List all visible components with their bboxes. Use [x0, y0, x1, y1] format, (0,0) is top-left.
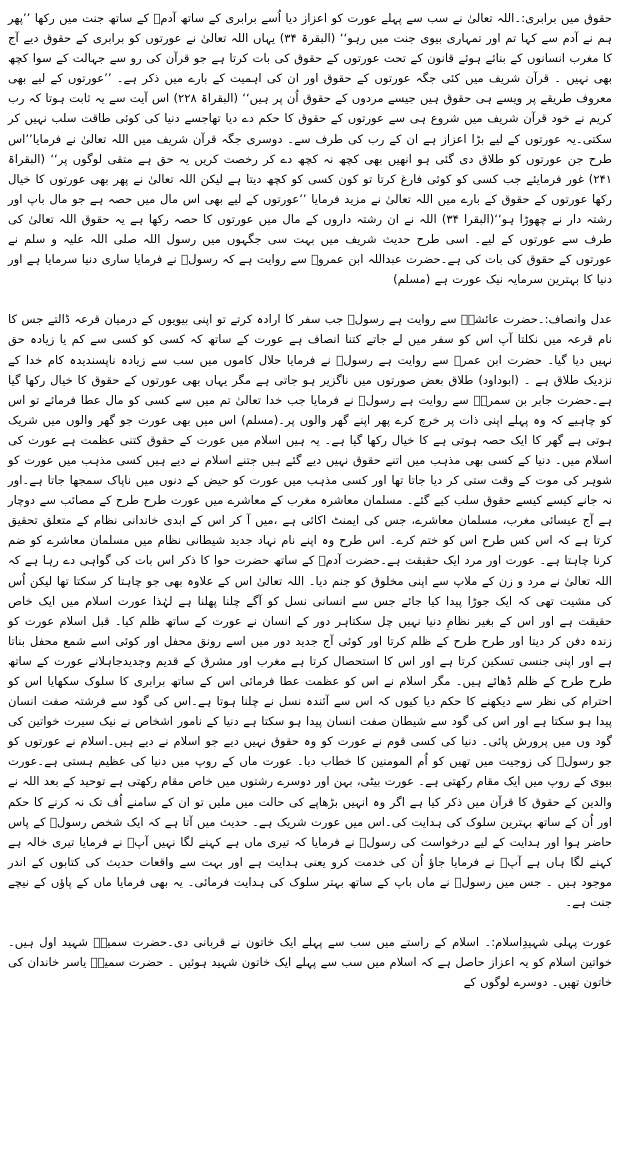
- paragraph-spacer: [8, 912, 612, 932]
- paragraph-justice: عدل وانصاف:۔حضرت عائشہؓ سے روایت ہے رسولؐ جب سفر کا ارادہ کرتے تو اپنی بیویوں کے درمیان قرعہ ڈالتے جس کا نام قرعہ میں نکلتا آپ اس کو سفر میں لے جاتے کتنا انصاف ہے عورت کے ساتھ کہ کسی کو کسی سے کم یا زیادہ حق نہیں دیا گیا۔ حضرت ابن عمرؓ سے روایت ہے رسولؐ نے فرمایا حلال کاموں میں سب سے زیادہ ناپسندیدہ کام خدا کے نزدیک طلاق ہے ۔ (ابوداود) طلاق بعض صورتوں میں ناگزیر ہو جاتی ہے مگر یہاں بھی عورتوں کے حقوق کا خیال رکھا گیا ہے۔حضرت جابر بن سمرہؓ سے روایت ہے رسولؐ نے فرمایا جب خدا تعالیٰ تم میں سے کسی کو مال عطا فرمائے تو اس کو چاہیے کہ وہ پہلے اپنی ذات پر خرچ کرے پھر اپنے گھر والوں پر۔(مسلم) اس میں بھی عورت جو گھر والوں میں شریک ہوتی ہے گھر کا ایک حصہ ہوتی ہے کا خیال رکھا گیا ہے۔ یہ ہیں اسلام میں عورت کے حقوق کتنی عظمت ہے عورت کی اسلام میں۔ دنیا کے کسی بھی مذہب میں اتنے حقوق نہیں دیے گئے ہیں جتنے اسلام نے دیے ہیں کسی مذہب میں عورت کو شوہر کی موت کے وقت ستی کر دیا جاتا تھا اور کسی مذہب میں عورت کو حیض کے دنوں میں ناپاک سمجھا جاتا ہے۔اور نہ جانے کیسے کیسے حقوق سلب کیے گئے۔ مسلمان معاشرہ مغرب کے معاشرے میں عورت طرح طرح کے مصائب سے دوچار ہے آج عیسائی مغرب، مسلمان معاشرے، جس کی ایمنٹ اکائی ہے ،میں آ کر اس کے ابدی خاندانی نظام کے متعلق تحقیق کرتا ہے کہ اس کس طرح اس کو ختم کرے۔ اس طرح وہ اپنے نام نہاد جدید شیطانی نظام میں مسلمان معاشرے کو ضم کرنا چاہتا ہے۔ عورت اور مرد ایک حقیقت ہے۔حضرت آدمؑ کے ساتھ حضرت حوا کا ذکر اس بات کی گواہی دے رہا ہے کہ اللہ تعالیٰ نے مرد و زن کے ملاپ سے اپنی مخلوق کو جنم دیا۔ اللہ تعالیٰ اس کے علاوہ بھی جو چاہتا کر سکتا تھا لیکن اُس کی مشیت تھی کہ ایک جوڑا پیدا کیا جائے جس سے انسانی نسل کو آگے چلنا پھلنا ہے لہٰذا عورت اسلام میں ایک خاص حقیقت ہے اور اس کے بغیر نظامِ دنیا نہیں چل سکتاہر دور کے انسان نے عورت کے ساتھ ظلم کیا۔ قبل اسلام عورت کو زندہ دفن کر دیتا اور طرح طرح کے ظلم کرتا اور کوئی آج جدید دور میں اسے رونق محفل اور کوئی اسے شمع محفل بناتا ہے اور اپنی جنسی تسکین کرتا ہے اور اس کا استحصال کرتا ہے مغرب اور مشرق کے قدیم وجدیدجاہلانے عورت کے ساتھ طرح طرح کے ظلم ڈھائے ہیں۔ مگر اسلام نے اس کو عظمت عطا فرمائی اس کے ساتھ برابری کا سلوک سکھایا اس کو احترام کی نظر سے دیکھنے کا حکم دیا کیوں کہ اس سے آئندہ نسل نے چلنا ہوتا ہے۔اس کی گود سے فرشتہ صفت انسان پیدا ہو سکتا ہے اور اس کی گود سے شیطان صفت انسان پیدا ہو سکتا ہے دنیا کے نامور اشخاص نے نیک سیرت خواتین کی گود وں میں پرورش پائی۔ دنیا کی کسی قوم نے عورت کو وہ حقوق نہیں دیے جو اسلام نے دیے ہیں۔اسلام نے عورتوں کو جو رسولؐ کی زوجیت میں تھیں کو اُم المومنین کا خطاب دیا۔ عورت ماں کے روپ میں دنیا کی عظیم ہستی ہے۔عورت بیوی کے روپ میں ایک مقام رکھتی ہے۔ عورت بیٹی، بہن اور دوسرے رشتوں میں خاص مقام رکھتی ہے توحید کے بعد اللہ نے والدین کے حقوق کا قرآن میں ذکر کیا ہے اگر وہ انہیں بڑھاپے کی حالت میں ملیں تو ان کے سامنے اُف تک نہ کرنے کا حکم اور اُن کے ساتھ بہترین سلوک کی ہدایت کی۔اس میں عورت شریک ہے۔ حدیث میں آتا ہے کہ ایک شخص رسولؐ کے پاس حاضر ہوا اور ہدایت کے لیے درخواست کی رسولؐ نے فرمایا کہ تیری ماں ہے کہنے لگا نہیں آپؐ نے فرمایا تیری خالہ ہے کہنے لگا ہاں ہے آپؐ نے فرمایا جاؤ اُن کی خدمت کرو یعنی ہدایت ہے اور بہت سے واقعات حدیث کی کتابوں کے اندر موجود ہیں ۔ جس میں رسولؐ نے ماں باپ کے ساتھ بہتر سلوک کی ہدایت فرمائی۔ یہ بھی فرمایا ماں کے پاؤں کے نیچے جنت ہے۔: [8, 312, 612, 910]
- paragraph-equal-rights: حقوق میں برابری:۔اللہ تعالیٰ نے سب سے پہلے عورت کو اعزاز دیا اُسے برابری کے ساتھ آدمؑ کے ساتھ جنت میں رکھا ’’پھر ہم نے آدم سے کہا تم اور تمہاری بیوی جنت میں رہو‘‘ (البقرۃ ۳۴) یہاں اللہ تعالیٰ نے عورتوں کو برابری کے حقوق دیے آج کا مغرب انسانوں کے بنائے ہوئے قانون کے تحت عورتوں کے حقوق کی بات کرتا ہے جو قرآن کی رو سے جہالت کے سوا کچھ بھی نہیں ۔ قرآن شریف میں کئی جگہ عورتوں کے حقوق اور ان کی اہمیت کے بارے میں ذکر ہے۔ ’’عورتوں کے لیے بھی معروف طریقے پر ویسے ہی حقوق ہیں جیسے مردوں کے حقوق اُن پر ہیں‘‘ (البقراۃ ۲۲۸) اس آیت سے یہ ثابت ہوتا کہ رب کریم نے خود قرآن شریف میں شروع ہی سے عورتوں کے حقوق کا حکم دے دیا تھاجسے دنیا کی کوئی طاقت سلب نہیں کر سکتی۔یہ عورتوں کے لیے بڑا اعزاز ہے ان کے رب کی طرف سے۔ دوسری جگہ قرآن شریف میں اللہ تعالیٰ نے فرمایا’’اس طرح جن عورتوں کو طلاق دی گئی ہو انھیں بھی کچھ نہ کچھ دے کر رخصت کریں یہ حق ہے متقی لوگوں پر‘‘ (البقراۃ ۲۴۱) غور فرمایئے جب کسی کو کوئی فارغ کرتا تو کون کسی کو کچھ دیتا ہے لیکن اللہ تعالیٰ نے پھر بھی عورتوں کا خیال رکھا عورتوں کے حقوق کے بارے میں اللہ تعالیٰ نے مزید فرمایا ’’عورتوں کے لیے بھی اس مال میں حصہ ہے جو مال باپ اور رشتہ دار نے چھوڑا ہو‘‘(البقرا ۳۴) اللہ نے ان رشتہ داروں کے مال میں عورتوں کا حصہ رکھا ہے یہ حقوق اللہ تعالیٰ کی طرف سے عورتوں کے لیے۔ اسی طرح حدیث شریف میں بہت سی جگہوں میں رسول اللہ صلی اللہ علیہ و سلم نے عورتوں کے حقوق کی بات کی ہے۔حضرت عبداللہ ابن عمروؓ سے روایت ہے کہ رسولؐ نے فرمایا ساری دنیا سرمایا ہے اور دنیا کا بہترین سرمایہ نیک عورت ہے (مسلم): [8, 11, 613, 287]
- paragraph-spacer: [8, 289, 612, 309]
- paragraph-first-martyr: عورت پہلی شہیدِاسلام:۔ اسلام کے راستے میں سب سے پہلے ایک خاتون نے قربانی دی۔حضرت سمیہؓ شہید اول ہیں۔خواتین اسلام کو یہ اعزاز حاصل ہے کہ اسلام میں سب سے پہلے ایک خاتون شہید ہوئیں ۔ حضرت سمیہؓ یاسر خاندان کی خاتون تھیں۔ دوسرے لوگوں کے: [8, 935, 612, 990]
